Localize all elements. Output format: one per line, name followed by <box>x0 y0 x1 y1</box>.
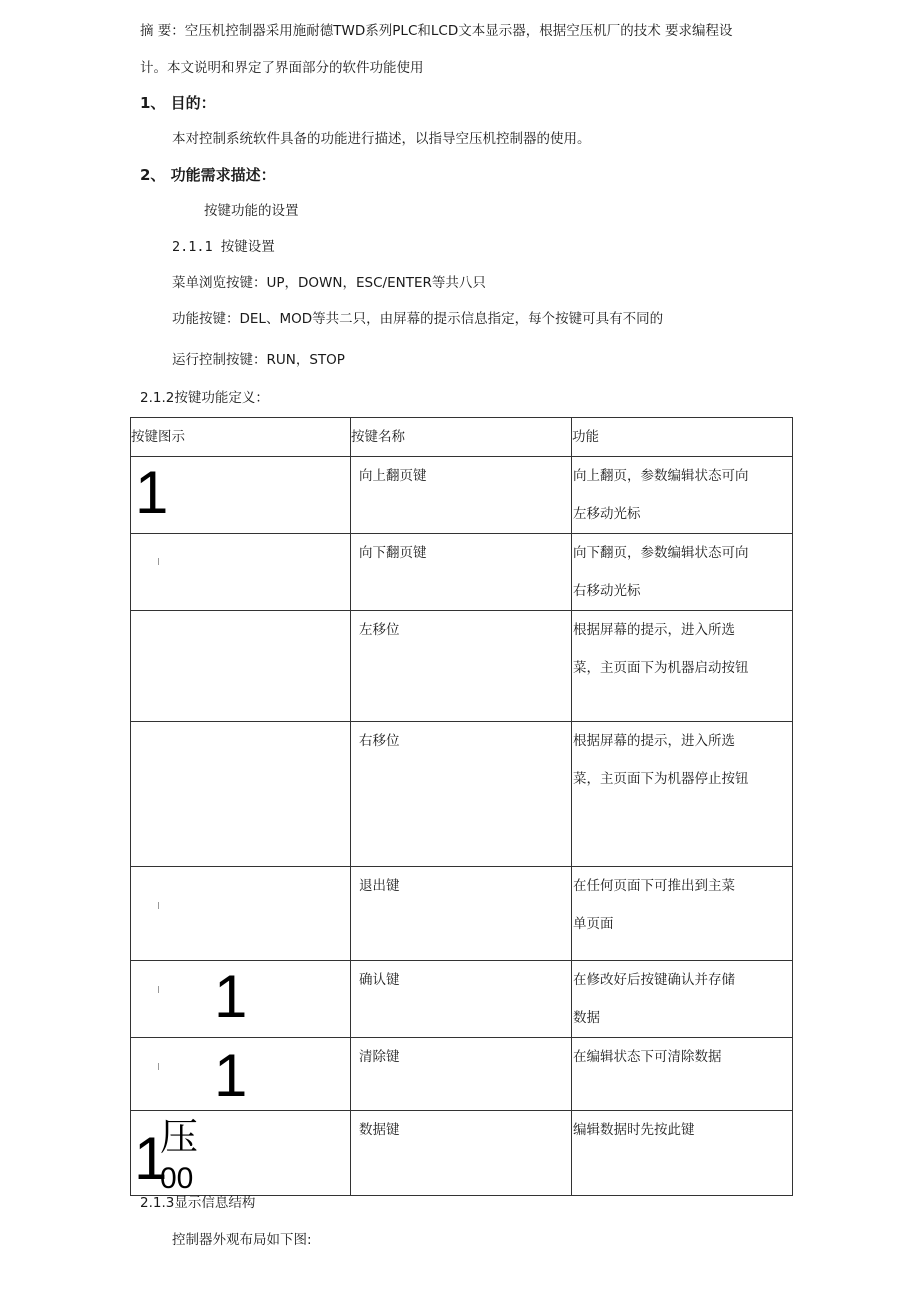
function-line-2: 左移动光标 <box>573 506 641 522</box>
table-row <box>131 867 793 961</box>
menu-keys-text: 菜单浏览按键：UP，DOWN，ESC/ENTER等共八只 <box>172 275 486 291</box>
key-icon-cell <box>131 722 351 867</box>
function-line-2: 菜，主页面下为机器停止按钮 <box>573 771 749 787</box>
section-2-heading: 2、 功能需求描述： <box>140 166 276 184</box>
table-row <box>131 611 793 722</box>
key-icon-cell <box>131 961 351 1038</box>
function-line-1: 编辑数据时先按此键 <box>573 1122 695 1138</box>
data-key-pressure-char: 压 <box>160 1115 199 1159</box>
key-icon-cell <box>131 611 351 722</box>
function-cell <box>572 722 793 867</box>
abstract-line-1: 摘 要：空压机控制器采用施耐德TWD系列PLC和LCD文本显示器，根据空压机厂的技术 要求编程设 <box>140 23 733 39</box>
function-cell <box>572 867 793 961</box>
function-line-1: 在修改好后按键确认并存储 <box>573 972 735 988</box>
key-icon-cell <box>131 1038 351 1111</box>
section-2-1-2-title: 2.1.2按键功能定义： <box>140 390 269 406</box>
key-settings-subheading: 按键功能的设置 <box>204 203 299 219</box>
table-row <box>131 457 793 534</box>
header-key-name: 按键名称 <box>351 418 572 457</box>
header-key-icon: 按键图示 <box>131 418 351 457</box>
function-cell <box>572 611 793 722</box>
key-function-table <box>130 417 793 1196</box>
key-name-cell: 清除键 <box>351 1038 572 1111</box>
function-line-2: 菜，主页面下为机器启动按钮 <box>573 660 749 676</box>
header-function: 功能 <box>572 418 793 457</box>
enter-key-glyph: 1 <box>214 963 248 1030</box>
run-keys-text: 运行控制按键：RUN，STOP <box>172 352 345 368</box>
key-icon-cell <box>131 867 351 961</box>
function-line-2: 数据 <box>573 1010 600 1026</box>
function-cell <box>572 1111 793 1196</box>
section-2-1-3-title: 2.1.3显示信息结构 <box>140 1195 256 1211</box>
data-key-zeros: 00 <box>160 1162 194 1195</box>
table-row <box>131 1111 793 1196</box>
data-key-glyph: 1 <box>134 1125 168 1192</box>
layout-description: 控制器外观布局如下图: <box>172 1232 312 1248</box>
key-icon-cell <box>131 534 351 611</box>
function-line-1: 向上翻页，参数编辑状态可向 <box>573 468 749 484</box>
key-name-cell: 数据键 <box>351 1111 572 1196</box>
delete-key-glyph: 1 <box>214 1042 248 1109</box>
key-icon-cell <box>131 1111 351 1196</box>
delete-key-mark <box>158 1063 159 1070</box>
page-down-key-mark <box>158 558 159 565</box>
section-2-1-1-title: 2.1.1 按键设置 <box>172 239 275 255</box>
function-line-1: 根据屏幕的提示，进入所选 <box>573 622 735 638</box>
table-row <box>131 534 793 611</box>
function-line-1: 在编辑状态下可清除数据 <box>573 1049 722 1065</box>
page-up-key-glyph: 1 <box>135 459 169 526</box>
key-icon-cell <box>131 457 351 534</box>
table-row <box>131 1038 793 1111</box>
function-line-1: 向下翻页，参数编辑状态可向 <box>573 545 749 561</box>
function-line-2: 单页面 <box>573 916 614 932</box>
section-1-body: 本对控制系统软件具备的功能进行描述，以指导空压机控制器的使用。 <box>172 131 591 147</box>
table-row <box>131 722 793 867</box>
section-1-heading: 1、 目的： <box>140 94 216 112</box>
function-cell <box>572 457 793 534</box>
enter-key-mark <box>158 986 159 993</box>
function-line-1: 根据屏幕的提示，进入所选 <box>573 733 735 749</box>
function-cell <box>572 1038 793 1111</box>
function-keys-text: 功能按键：DEL、MOD等共二只，由屏幕的提示信息指定，每个按键可具有不同的 <box>172 311 664 327</box>
abstract-line-2: 计。本文说明和界定了界面部分的软件功能使用 <box>140 60 424 76</box>
table-header-row <box>131 418 793 457</box>
function-line-1: 在任何页面下可推出到主菜 <box>573 878 735 894</box>
key-name-cell: 确认键 <box>351 961 572 1038</box>
function-line-2: 右移动光标 <box>573 583 641 599</box>
escape-key-mark <box>158 902 159 909</box>
function-cell <box>572 961 793 1038</box>
key-name-cell: 退出键 <box>351 867 572 961</box>
key-name-cell: 向下翻页键 <box>351 534 572 611</box>
key-name-cell: 左移位 <box>351 611 572 722</box>
key-name-cell: 右移位 <box>351 722 572 867</box>
function-cell <box>572 534 793 611</box>
key-name-cell: 向上翻页键 <box>351 457 572 534</box>
table-row <box>131 961 793 1038</box>
